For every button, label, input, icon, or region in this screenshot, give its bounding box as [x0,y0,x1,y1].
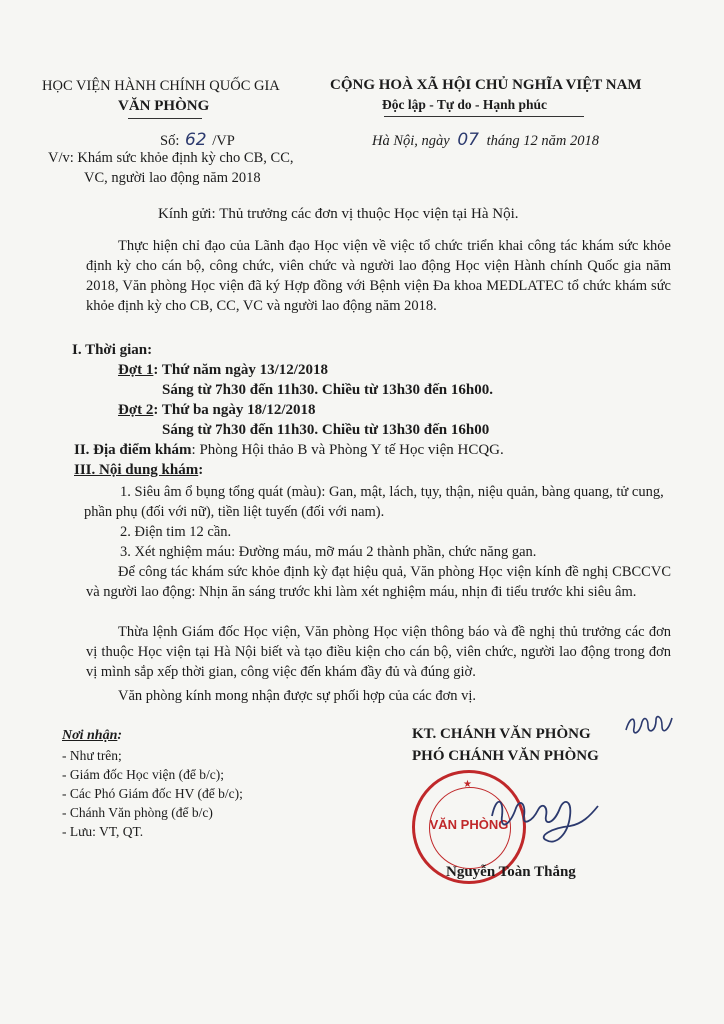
subject-line-1: V/v: Khám sức khỏe định kỳ cho CB, CC, [48,150,294,166]
recipient-item: - Lưu: VT, QT. [62,824,144,839]
batch-2-time: Sáng từ 7h30 đến 11h30. Chiều từ 13h30 đến 16h00 [162,422,490,438]
batch-1-time: Sáng từ 7h30 đến 11h30. Chiều từ 13h30 đến 16h00. [162,382,493,398]
batch-1-line [118,362,328,379]
recipient-item: - Như trên; [62,748,122,763]
exam-item-3: 3. Xét nghiệm máu: Đường máu, mỡ máu 2 thành phần, chức năng gan. [120,544,537,560]
national-motto: Độc lập - Tự do - Hạnh phúc [382,97,548,112]
handwritten-initials [622,712,682,742]
national-title: CỘNG HOÀ XÃ HỘI CHỦ NGHĨA VIỆT NAM [330,77,642,93]
signer-title-line-1: KT. CHÁNH VĂN PHÒNG [412,726,591,742]
department-underline [128,118,202,119]
intro-paragraph: Thực hiện chỉ đạo của Lãnh đạo Học viện về việc tổ chức triển khai công tác khám sức khỏe định kỳ cho cán bộ, công chức, viên chức và người lao động Học viện Hành chính Quốc gia năm 2018, Văn phòng Học viện đã ký Hợp đồng với Bệnh viện Đa khoa MEDLATEC tổ chức khám sức khỏe định kỳ cho CB, CC, VC và người lao động năm 2018. [86,238,671,314]
motto-underline [384,116,584,117]
organization-name: HỌC VIỆN HÀNH CHÍNH QUỐC GIA [42,78,280,94]
date-suffix: tháng 12 năm 2018 [486,133,599,149]
batch-1-day: : Thứ năm ngày 13/12/2018 [153,362,328,378]
batch-2-day: : Thứ ba ngày 18/12/2018 [153,402,316,418]
department-name: VĂN PHÒNG [118,98,210,114]
signer-name: Nguyễn Toàn Thắng [446,864,576,880]
order-paragraph: Thừa lệnh Giám đốc Học viện, Văn phòng Học viện thông báo và đề nghị thủ trưởng các đơn vị thuộc Học viện tại Hà Nội biết và tạo điều kiện cho cán bộ, viên chức, người lao động trong đơn vị mình sắp xếp thời gian, công việc đến khám đầy đủ và đúng giờ. [86,624,671,680]
number-handwritten: 62 [184,130,207,150]
document-number [160,130,235,150]
exam-item-2: 2. Điện tim 12 cần. [120,524,232,540]
recipients-title: Nơi nhận: [62,728,123,743]
recipient-item: - Giám đốc Học viện (để b/c); [62,767,224,782]
handwritten-signature [486,786,606,856]
document-date [372,130,599,150]
star-icon: ★ [463,779,472,790]
closing-paragraph: Văn phòng kính mong nhận được sự phối hợp của các đơn vị. [118,688,477,704]
batch-1-label: Đợt 1 [118,362,154,378]
section-time-title: I. Thời gian: [72,342,153,358]
date-day-handwritten: 07 [457,130,479,150]
number-prefix: Số: [160,133,180,149]
section-location [74,442,504,459]
stamp-label: VĂN PHÒNG [429,817,509,832]
effectiveness-paragraph: Để công tác khám sức khỏe định kỳ đạt hiệu quả, Văn phòng Học viện kính đề nghị CBCCVC và người lao động: Nhịn ăn sáng trước khi làm xét nghiệm máu, nhịn đi tiểu trước khi siêu âm. [86,564,671,600]
batch-2-line [118,402,315,419]
section-content-title: III. Nội dung khám: [74,462,204,478]
signer-title-line-2: PHÓ CHÁNH VĂN PHÒNG [412,748,599,764]
addressee: Kính gửi: Thủ trưởng các đơn vị thuộc Học viện tại Hà Nội. [158,206,519,222]
number-suffix: /VP [212,133,235,149]
subject-line-2: VC, người lao động năm 2018 [84,170,261,186]
section-location-text: : Phòng Hội thảo B và Phòng Y tế Học viện HCQG. [191,442,504,458]
recipient-item: - Chánh Văn phòng (để b/c) [62,805,213,820]
batch-2-label: Đợt 2 [118,402,154,418]
recipient-item: - Các Phó Giám đốc HV (để b/c); [62,786,243,801]
date-prefix: Hà Nội, ngày [372,133,450,149]
exam-item-1: 1. Siêu âm ổ bụng tổng quát (màu): Gan, mật, lách, tụy, thận, niệu quản, bàng quang, tử cung, phần phụ (đối với nữ), tiền liệt tuyến (đối với nam). [84,484,664,520]
section-location-title: II. Địa điểm khám [74,442,192,458]
